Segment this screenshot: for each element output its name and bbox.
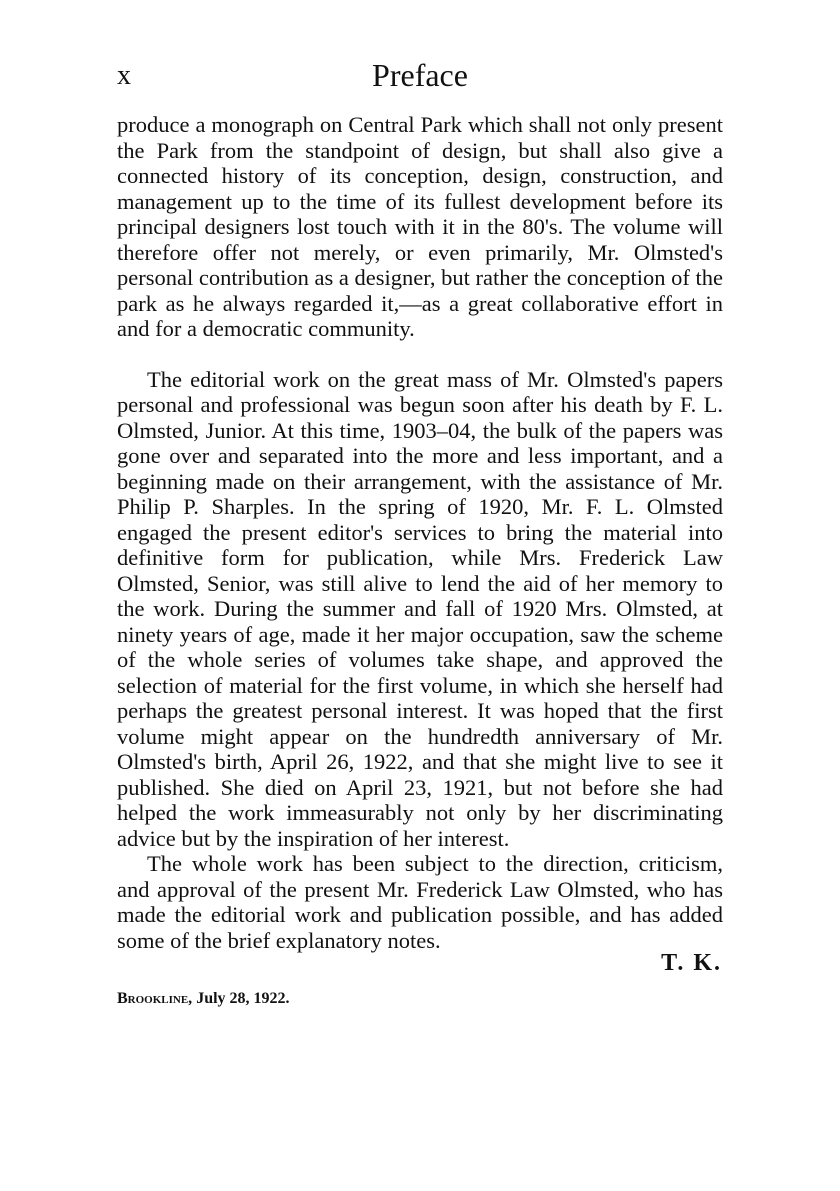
paragraph-3: The whole work has been subject to the direction, criticism, and approval of the present Mr. Frederick Law Olmsted, who has made the editorial work and publication possible, and has added some of the brief explanatory notes. bbox=[117, 851, 723, 953]
preface-body bbox=[117, 112, 723, 953]
paragraph-2: The editorial work on the great mass of Mr. Olmsted's papers personal and professional was begun soon after his death by F. L. Olmsted, Junior. At this time, 1903–04, the bulk of the papers was gone over and separated into the more and less important, and a beginning made on their arrangement, with the assistance of Mr. Philip P. Sharples. In the spring of 1920, Mr. F. L. Olmsted engaged the present editor's services to bring the material into definitive form for publication, while Mrs. Frederick Law Olmsted, Senior, was still alive to lend the aid of her memory to the work. During the summer and fall of 1920 Mrs. Olmsted, at ninety years of age, made it her major occupation, saw the scheme of the whole series of volumes take shape, and approved the selection of material for the first volume, in which she herself had perhaps the greatest personal interest. It was hoped that the first volume might appear on the hundredth anniversary of Mr. Olmsted's birth, April 26, 1922, and that she might live to see it published. She died on April 23, 1921, but not before she had helped the work immeasurably not only by her discriminating advice but by the inspiration of her interest. bbox=[117, 366, 723, 851]
dateline-date: July 28, 1922. bbox=[196, 990, 290, 1007]
dateline bbox=[117, 990, 290, 1008]
page-title: Preface bbox=[372, 57, 468, 93]
paragraph-1: produce a monograph on Central Park which shall not only present the Park from the standpoint of design, but shall also give a connected history of its conception, design, construction, and management up to the time of its fullest development before its principal designers lost touch with it in the 80's. The volume will therefore offer not merely, or even primarily, Mr. Olmsted's personal contribution as a designer, but rather the conception of the park as he always regarded it,—as a great collaborative effort in and for a democratic community. bbox=[117, 112, 723, 341]
dateline-place: Brookline, bbox=[117, 990, 193, 1007]
page-number: x bbox=[117, 60, 131, 91]
signature-initials: T. K. bbox=[661, 950, 722, 976]
running-head bbox=[117, 56, 723, 96]
